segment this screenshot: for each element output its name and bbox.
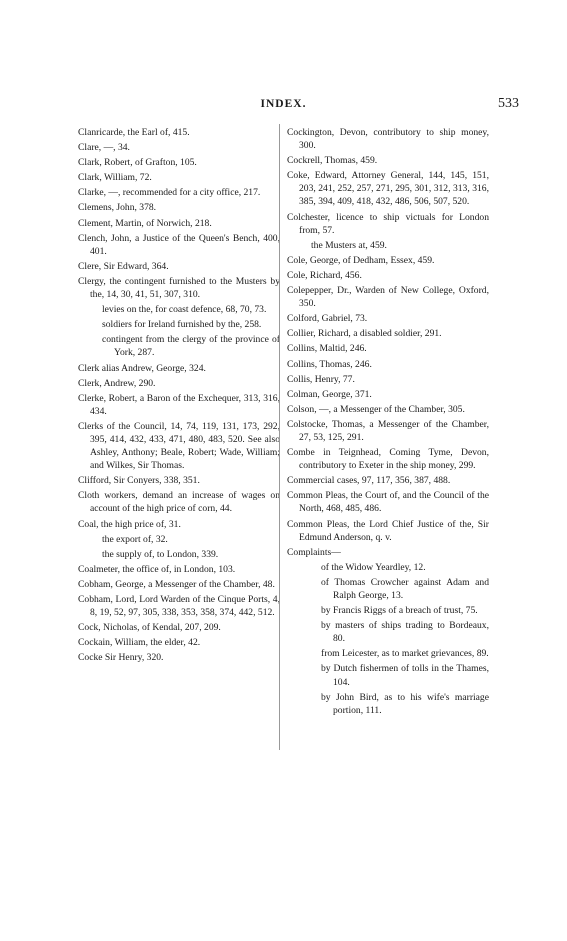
index-entry: Coalmeter, the office of, in London, 103. <box>78 563 236 575</box>
page-title: INDEX. <box>260 98 307 110</box>
index-subentry: levies on the, for coast defence, 68, 70, 73. <box>102 304 267 316</box>
index-entry: Clark, William, 72. <box>78 172 152 184</box>
index-entry: Coke, Edward, Attorney General, 144, 145, 151, 203, 241, 252, 257, 271, 295, 301, 312, 313, 316, 385, 394, 409, 418, 432, 486, 506, 507, 520. <box>287 170 489 208</box>
index-subentry: soldiers for Ireland furnished by the, 258. <box>102 319 262 331</box>
index-entry: Collins, Thomas, 246. <box>287 358 372 370</box>
index-entry: Collis, Henry, 77. <box>287 373 355 385</box>
index-entry: Clergy, the contingent furnished to the Musters by the, 14, 30, 41, 51, 307, 310. <box>78 275 280 301</box>
index-subentry: the export of, 32. <box>102 533 168 545</box>
index-entry: Clement, Martin, of Norwich, 218. <box>78 217 212 229</box>
index-column-right <box>287 126 489 719</box>
index-entry: Clerk, Andrew, 290. <box>78 377 156 389</box>
index-entry: Clarke, —, recommended for a city office, 217. <box>78 187 261 199</box>
index-subentry: contingent from the clergy of the province of York, 287. <box>102 334 280 359</box>
index-entry: Cole, Richard, 456. <box>287 269 362 281</box>
index-entry: Colman, George, 371. <box>287 388 372 400</box>
page-number: 533 <box>498 96 519 111</box>
index-entry: Clare, —, 34. <box>78 142 130 154</box>
index-entry: Cockington, Devon, contributory to ship money, 300. <box>287 127 489 152</box>
index-entry: Clemens, John, 378. <box>78 202 157 214</box>
index-entry: Combe in Teignhead, Coming Tyme, Devon, contributory to Exeter in the ship money, 299. <box>287 447 489 472</box>
index-subentry: by Francis Riggs of a breach of trust, 75. <box>321 605 478 617</box>
index-entry: Clere, Sir Edward, 364. <box>78 260 169 272</box>
index-entry: Common Pleas, the Lord Chief Justice of the, Sir Edmund Anderson, q. v. <box>287 518 489 543</box>
index-entry: Clark, Robert, of Grafton, 105. <box>78 157 197 169</box>
index-entry: Clanricarde, the Earl of, 415. <box>78 127 190 138</box>
index-entry: Cockrell, Thomas, 459. <box>287 155 378 167</box>
index-entry: Colford, Gabriel, 73. <box>287 313 368 325</box>
column-divider <box>279 124 280 750</box>
index-subentry: the Musters at, 459. <box>311 239 387 251</box>
index-entry: Cockain, William, the elder, 42. <box>78 637 201 649</box>
index-entry: Coal, the high price of, 31. <box>78 518 181 530</box>
index-entry: Commercial cases, 97, 117, 356, 387, 488. <box>287 475 451 487</box>
index-entry: Clerke, Robert, a Baron of the Exchequer, 313, 316, 434. <box>78 392 280 417</box>
index-subentry: by masters of ships trading to Bordeaux, 80. <box>321 620 489 645</box>
index-subentry: from Leicester, as to market grievances, 89. <box>321 648 489 660</box>
index-entry: Cock, Nicholas, of Kendal, 207, 209. <box>78 622 221 634</box>
index-entry: Common Pleas, the Court of, and the Council of the North, 468, 485, 486. <box>287 490 489 515</box>
index-entry: Colepepper, Dr., Warden of New College, Oxford, 350. <box>287 285 489 310</box>
index-entry: Cole, George, of Dedham, Essex, 459. <box>287 254 435 266</box>
index-column-left <box>78 126 280 666</box>
index-subentry: the supply of, to London, 339. <box>102 548 219 560</box>
index-entry: Clerk alias Andrew, George, 324. <box>78 362 206 374</box>
index-entry: Colchester, licence to ship victuals for London from, 57. <box>287 211 489 236</box>
index-subentry: of Thomas Crowcher against Adam and Ralph George, 13. <box>321 576 489 601</box>
index-entry: Cocke Sir Henry, 320. <box>78 652 164 664</box>
index-entry: Cloth workers, demand an increase of wages on account of the high price of corn, 44. <box>78 490 280 515</box>
index-entry: Clerks of the Council, 14, 74, 119, 131, 173, 292, 395, 414, 432, 433, 471, 480, 483, 520. See also Ashley, Anthony; Beale, Robert; Wade, William; and Wilkes, Sir Thomas. <box>78 420 280 472</box>
index-entry: Complaints— <box>287 546 341 558</box>
index-entry: Collins, Maltid, 246. <box>287 343 367 355</box>
index-entry: Cobham, George, a Messenger of the Chamber, 48. <box>78 578 275 590</box>
index-entry: Cobham, Lord, Lord Warden of the Cinque Ports, 4, 8, 19, 52, 97, 305, 338, 353, 358, 374, 442, 512. <box>78 594 280 619</box>
index-entry: Collier, Richard, a disabled soldier, 291. <box>287 328 442 340</box>
index-entry: Clench, John, a Justice of the Queen's Bench, 400, 401. <box>78 232 280 257</box>
index-entry: Colson, —, a Messenger of the Chamber, 305. <box>287 403 465 415</box>
index-subentry: by John Bird, as to his wife's marriage portion, 111. <box>321 691 489 716</box>
index-subentry: of the Widow Yeardley, 12. <box>321 561 426 573</box>
index-subentry: by Dutch fishermen of tolls in the Thames, 104. <box>321 663 489 688</box>
page-header <box>0 96 567 116</box>
index-entry: Clifford, Sir Conyers, 338, 351. <box>78 475 200 487</box>
index-entry: Colstocke, Thomas, a Messenger of the Chamber, 27, 53, 125, 291. <box>287 418 489 443</box>
